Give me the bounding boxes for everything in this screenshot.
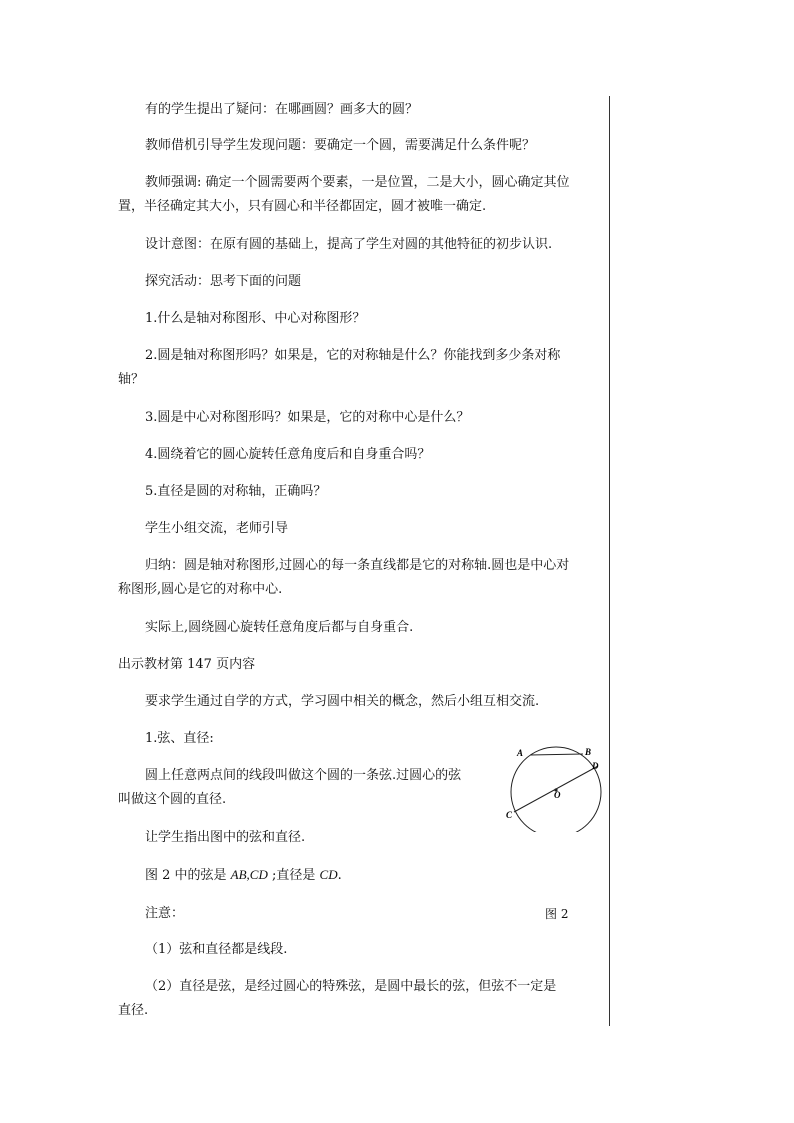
figure-caption: 图 2 (545, 907, 569, 921)
paragraph: （2）直径是弦，是经过圆心的特殊弦，是圆中最长的弦，但弦不一定是 (145, 979, 557, 994)
paragraph: 轴？ (118, 372, 145, 387)
paragraph: 5.直径是圆的对称轴，正确吗？ (145, 484, 327, 499)
label-d: D (592, 761, 599, 771)
circle-diagram (500, 742, 610, 832)
paragraph: 出示教材第 147 页内容 (118, 657, 256, 672)
sentence-mid: ;直径是 (267, 868, 320, 883)
paragraph: 4.圆绕着它的圆心旋转任意角度后和自身重合吗？ (145, 447, 431, 462)
sentence-prefix: 图 2 中的弦是 (145, 868, 231, 883)
paragraph: 设计意图：在原有圆的基础上，提高了学生对圆的其他特征的初步认识. (145, 237, 553, 252)
paragraph: 归纳：圆是轴对称图形,过圆心的每一条直线都是它的对称轴.圆也是中心对 (145, 558, 570, 573)
label-a: A (517, 748, 524, 758)
paragraph: 直径. (118, 1003, 149, 1018)
paragraph: 学生小组交流，老师引导 (145, 521, 289, 536)
paragraph: 圆上任意两点间的线段叫做这个圆的一条弦.过圆心的弦 (145, 768, 462, 783)
paragraph: 称图形,圆心是它的对称中心. (118, 582, 283, 597)
paragraph: 教师强调: 确定一个圆需要两个要素，一是位置，二是大小，圆心确定其位 (145, 175, 570, 190)
paragraph: 让学生指出图中的弦和直径. (145, 830, 306, 845)
paragraph: 注意： (145, 906, 185, 921)
label-c: C (506, 810, 513, 820)
chord-names: AB,CD (230, 867, 268, 882)
label-o: O (554, 790, 561, 800)
paragraph: 3.圆是中心对称图形吗？如果是，它的对称中心是什么？ (145, 410, 470, 425)
paragraph: 叫做这个圆的直径. (118, 792, 227, 807)
paragraph: 1.弦、直径: (145, 731, 214, 746)
paragraph: 要求学生通过自学的方式，学习圆中相关的概念，然后小组互相交流. (145, 694, 540, 709)
paragraph: （1）弦和直径都是线段. (145, 942, 288, 957)
paragraph: 置，半径确定其大小，只有圆心和半径都固定，圆才被唯一确定. (118, 199, 487, 214)
figure-sentence (145, 866, 342, 885)
paragraph: 探究活动：思考下面的问题 (145, 274, 302, 289)
paragraph: 教师借机引导学生发现问题：要确定一个圆，需要满足什么条件呢？ (145, 138, 536, 153)
paragraph: 1.什么是轴对称图形、中心对称图形？ (145, 311, 366, 326)
paragraph: 2.圆是轴对称图形吗？如果是，它的对称轴是什么？你能找到多少条对称 (145, 348, 561, 363)
circle-figure (500, 742, 610, 832)
diameter-name: CD (319, 867, 338, 882)
sentence-suffix: . (337, 868, 342, 883)
paragraph: 有的学生提出了疑问：在哪画圆？画多大的圆？ (145, 102, 419, 117)
page-border-line (609, 96, 610, 1026)
paragraph: 实际上,圆绕圆心旋转任意角度后都与自身重合. (145, 620, 414, 635)
chord-ab (530, 754, 583, 755)
label-b: B (585, 747, 592, 757)
